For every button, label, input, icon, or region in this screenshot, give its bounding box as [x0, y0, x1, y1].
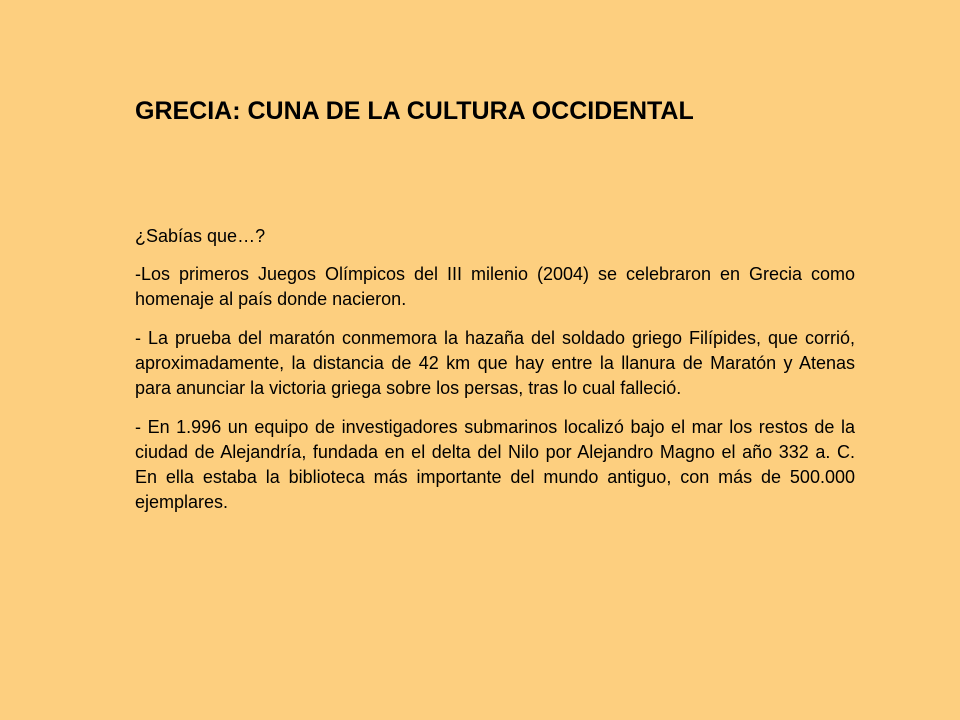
paragraph-marathon: - La prueba del maratón conmemora la hazaña del soldado griego Filípides, que corrió, aproximadamente, la distancia de 42 km que hay entre la llanura de Maratón y Atenas para anunciar la victoria griega sobre los persas, tras lo cual falleció. [135, 328, 855, 398]
slide-body [135, 224, 855, 529]
intro-question: ¿Sabías que…? [135, 226, 266, 246]
paragraph-alexandria: - En 1.996 un equipo de investigadores submarinos localizó bajo el mar los restos de la ciudad de Alejandría, fundada en el delta del Nilo por Alejandro Magno el año 332 a. C. En ella estaba la biblioteca más importante del mundo antiguo, con más de 500.000 ejemplares. [135, 417, 855, 512]
paragraph-olympics: -Los primeros Juegos Olímpicos del III milenio (2004) se celebraron en Grecia como homenaje al país donde nacieron. [135, 264, 855, 309]
slide-title: GRECIA: CUNA DE LA CULTURA OCCIDENTAL [135, 97, 694, 125]
